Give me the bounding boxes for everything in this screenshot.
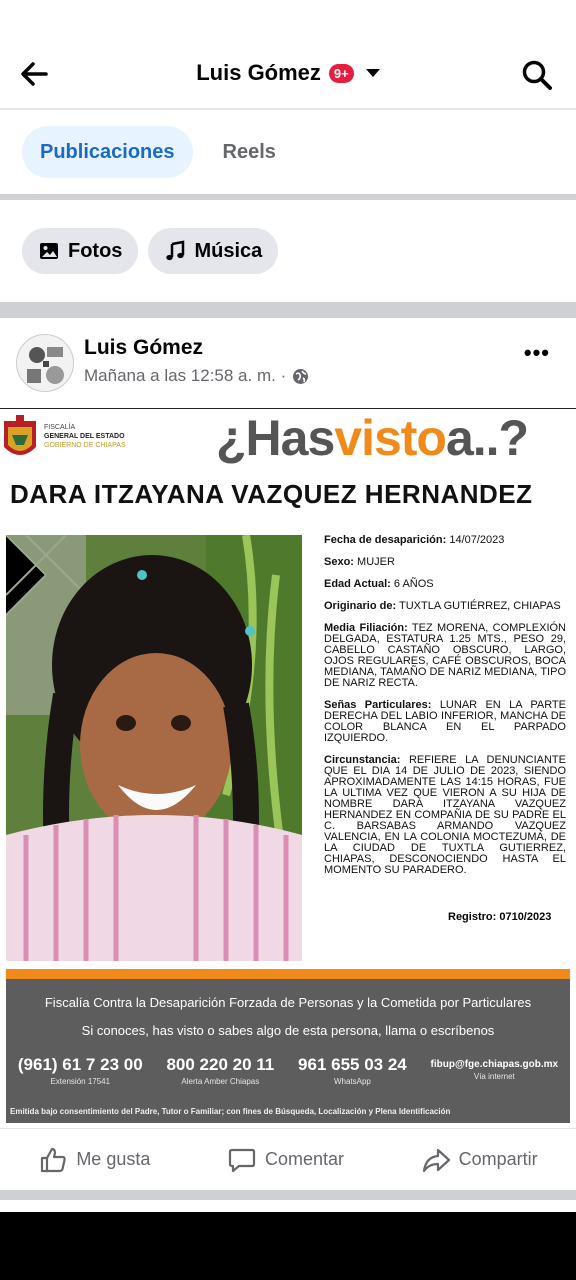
contact-number: 961 655 03 24: [298, 1055, 407, 1074]
like-label: Me gusta: [76, 1149, 151, 1169]
contact-item: [431, 1055, 559, 1081]
headline-part-3: a..?: [445, 410, 529, 466]
circ-label: Circunstancia:: [324, 754, 401, 766]
headline-part-2: visto: [334, 410, 446, 466]
missing-person-photo: [6, 535, 302, 961]
logo-line-2: GENERAL DEL ESTADO: [44, 433, 125, 440]
system-nav-bar: [0, 1212, 576, 1280]
orange-stripe: [6, 969, 570, 979]
share-label: Compartir: [458, 1149, 538, 1169]
music-icon: [164, 240, 186, 262]
share-icon: [421, 1145, 451, 1175]
more-options-icon[interactable]: •••: [523, 340, 550, 365]
detail-edad: [324, 579, 566, 590]
sexo-value: MUJER: [357, 556, 395, 568]
registro-number: Registro: 0710/2023: [448, 911, 552, 923]
contact-number: (961) 61 7 23 00: [17, 1055, 143, 1074]
detail-origen: [324, 601, 566, 612]
contact-item: [298, 1055, 407, 1086]
footer-callout: Si conoces, has visto o sabes algo de esta persona, llama o escríbenos: [81, 1023, 495, 1038]
edad-value: 6 AÑOS: [393, 578, 434, 590]
photo-icon: [38, 240, 60, 262]
post-meta: [84, 366, 309, 386]
globe-icon: [292, 368, 309, 385]
origen-value: TUXTLA GUTIÉRREZ, CHIAPAS: [398, 600, 561, 612]
contact-sub: Extensión 17541: [50, 1077, 111, 1086]
detail-senas: [324, 700, 566, 744]
tab-publicaciones[interactable]: Publicaciones: [22, 126, 193, 178]
thumbs-up-icon: [38, 1145, 68, 1175]
post-image[interactable]: [0, 408, 576, 1126]
fecha-value: 14/07/2023: [449, 534, 505, 546]
share-button[interactable]: [421, 1145, 538, 1175]
detail-media-filiacion: [324, 623, 566, 689]
profile-name: Luis Gómez: [196, 60, 321, 85]
senas-label: Señas Particulares:: [324, 699, 432, 711]
search-icon[interactable]: [520, 58, 554, 92]
poster-footer: [6, 979, 570, 1123]
headline-part-1: ¿Has: [216, 410, 335, 466]
profile-title-area[interactable]: [0, 60, 576, 86]
profile-tabs: [22, 126, 294, 178]
sexo-label: Sexo:: [324, 556, 354, 568]
post-author[interactable]: Luis Gómez: [84, 336, 204, 359]
edad-label: Edad Actual:: [324, 578, 391, 590]
missing-person-details: [324, 535, 566, 887]
poster-headline: [216, 409, 528, 467]
contact-sub: Vía internet: [473, 1072, 515, 1081]
chip-musica[interactable]: [148, 228, 278, 274]
fecha-label: Fecha de desaparición:: [324, 534, 447, 546]
comment-icon: [227, 1145, 257, 1175]
contact-item: [166, 1055, 274, 1086]
post-header: [0, 318, 576, 408]
fiscalia-logo-text: [44, 423, 126, 450]
chip-fotos[interactable]: [22, 228, 138, 274]
chevron-down-icon[interactable]: [366, 69, 380, 77]
footer-agency: Fiscalía Contra la Desaparición Forzada de Personas y la Cometida por Particulares: [44, 995, 532, 1010]
detail-circunstancia: [324, 755, 566, 876]
comment-button[interactable]: [227, 1145, 344, 1175]
footer-disclaimer: Emitida bajo consentimiento del Padre, Tutor o Familiar; con fines de Búsqueda, Localización y Plena Identificación: [10, 1107, 451, 1116]
contact-item: [18, 1055, 143, 1086]
logo-line-3: GOBIERNO DE CHIAPAS: [44, 442, 126, 449]
like-button[interactable]: [38, 1145, 150, 1175]
contact-list: [6, 1055, 570, 1086]
circ-value: REFIERE LA DENUNCIANTE QUE EL DIA 14 DE JULIO DE 2023, SIENDO APROXIMADAMENTE LAS 14:15 HORAS, FUE LA ULTIMA VEZ QUE VIERON A SU HIJA DE NOMBRE DARA ITZAYANA VAZQUEZ HERNANDEZ EN COMPAÑIA DE SU PADRE EL C. BARSABAS ARMANDO VAZQUEZ VALENCIA, EN LA COLONIA MOCTEZUMA, DE LA CIUDAD DE TUXTLA GUTIERREZ, CHIAPAS, DESCONOCIENDO HASTA EL MOMENTO SU PARADERO.: [324, 754, 566, 876]
divider: [0, 108, 576, 110]
logo-line-1: FISCALÍA: [44, 424, 76, 431]
section-separator: [0, 1190, 576, 1200]
missing-person-name: DARA ITZAYANA VAZQUEZ HERNANDEZ: [10, 479, 533, 509]
section-separator: [0, 194, 576, 200]
notification-badge: 9+: [329, 64, 354, 83]
comment-label: Comentar: [264, 1149, 345, 1169]
avatar[interactable]: [16, 334, 74, 392]
section-separator: [0, 302, 576, 318]
origen-label: Originario de:: [324, 600, 397, 612]
contact-sub: WhatsApp: [333, 1077, 371, 1086]
media-value: TEZ MORENA, COMPLEXIÓN DELGADA, ESTATURA 1.25 MTS., PESO 29, CABELLO CASTAÑO OBSCURO, LARGO, OJOS REGULARES, CAFÉ OBSCUROS, BOCA MEDIANA, TAMAÑO DE NARIZ MEDIANA, TIPO DE NARIZ RECTA.: [324, 622, 567, 689]
senas-value: LUNAR EN LA PARTE DERECHA DEL LABIO INFERIOR, MANCHA DE COLOR BLANCA EN EL PARPADO IZQUIERDO.: [324, 699, 566, 744]
media-label: Media Filiación:: [324, 622, 408, 634]
detail-fecha: [324, 535, 566, 546]
post-actions: [0, 1128, 576, 1190]
tab-reels[interactable]: Reels: [222, 140, 276, 163]
detail-sexo: [324, 557, 566, 568]
contact-number: 800 220 20 11: [166, 1055, 275, 1074]
contact-sub: Alerta Amber Chiapas: [181, 1077, 260, 1086]
chip-label: Fotos: [68, 239, 123, 262]
contact-email: fibup@fge.chiapas.gob.mx: [430, 1059, 559, 1070]
chip-label: Música: [194, 239, 263, 262]
top-bar: [0, 40, 576, 110]
filter-chips: [22, 228, 278, 274]
post-time: Mañana a las 12:58 a. m. ·: [84, 366, 287, 385]
chiapas-shield-icon: [2, 413, 38, 463]
